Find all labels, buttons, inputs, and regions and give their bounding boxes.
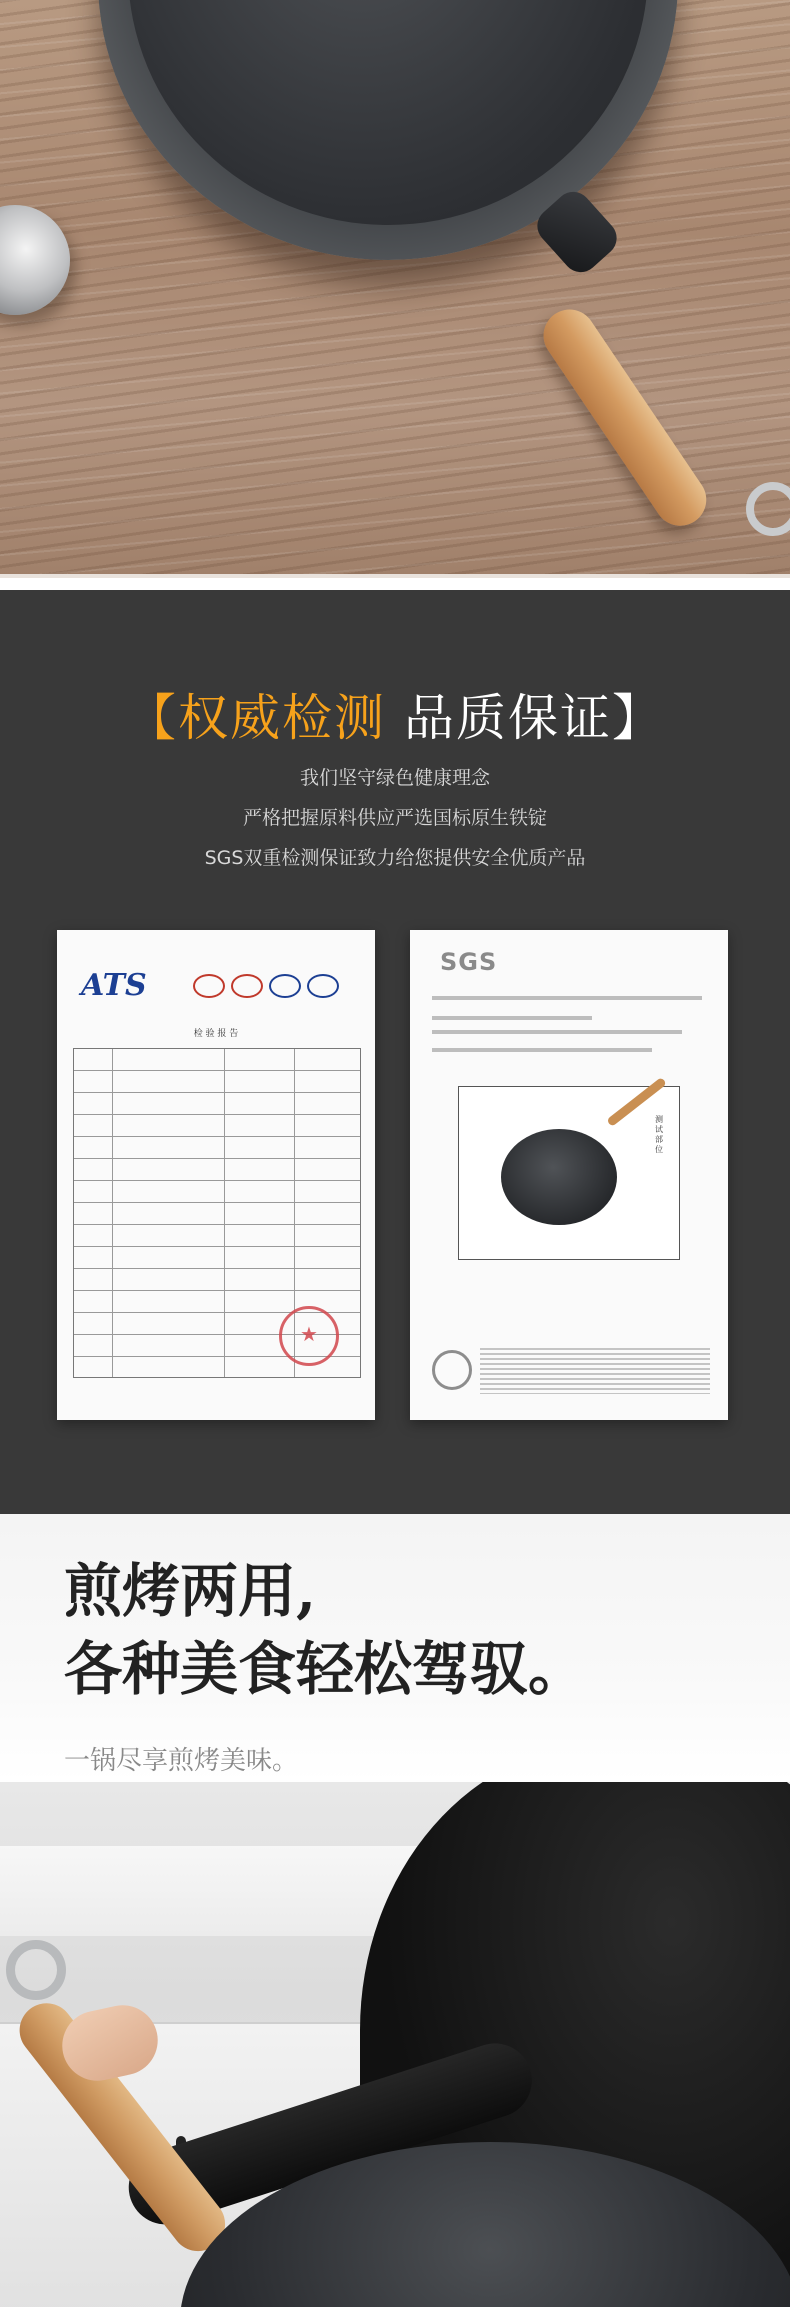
section-divider <box>0 574 790 578</box>
certification-marks <box>193 974 339 998</box>
hero-wok-photo <box>0 0 790 578</box>
sample-wok-image <box>501 1129 617 1225</box>
cal-mark-icon <box>231 974 263 998</box>
report-heading: 检 验 报 告 <box>193 1029 239 1039</box>
headline-line-1: 煎烤两用, <box>64 1557 317 1625</box>
fine-print <box>480 1348 710 1394</box>
ats-report-image <box>57 930 375 1420</box>
hanging-ring-image <box>6 1940 66 2000</box>
sgs-report-image <box>410 930 728 1420</box>
headline-line-2: 各种美食轻松驾驭。 <box>64 1635 587 1703</box>
wooden-handle-image <box>533 299 716 535</box>
sgs-logo: SGS <box>440 948 498 976</box>
description-line: 我们坚守绿色健康理念 <box>299 767 490 789</box>
cnas-mark-icon <box>307 974 339 998</box>
report-text-line <box>432 996 702 1000</box>
certification-description <box>0 758 790 878</box>
report-text-line <box>432 1016 592 1020</box>
ilac-mark-icon <box>269 974 301 998</box>
report-text-line <box>432 1048 652 1052</box>
sgs-seal-icon <box>432 1350 472 1390</box>
salt-shaker-image <box>0 205 70 315</box>
kitchen-photo <box>0 1782 790 2307</box>
official-seal-icon <box>279 1306 339 1366</box>
hanging-ring-image <box>746 482 790 536</box>
description-line: 严格把握原料供应严选国标原生铁锭 <box>242 807 547 829</box>
certification-title <box>0 678 790 750</box>
subheadline: 一锅尽享煎烤美味。 <box>64 1746 299 1776</box>
certification-section <box>0 590 790 1514</box>
ats-logo: ATS <box>81 968 147 1003</box>
cma-mark-icon <box>193 974 225 998</box>
test-part-label: 测试部位 <box>655 1115 663 1154</box>
title-rest: 品质保证】 <box>386 689 664 747</box>
feature-banner <box>0 1514 790 1782</box>
title-accent: 【权威检测 <box>126 689 387 747</box>
test-sample-box <box>458 1086 680 1260</box>
report-text-line <box>432 1030 682 1034</box>
description-line: SGS双重检测保证致力给您提供安全优质产品 <box>204 847 586 869</box>
